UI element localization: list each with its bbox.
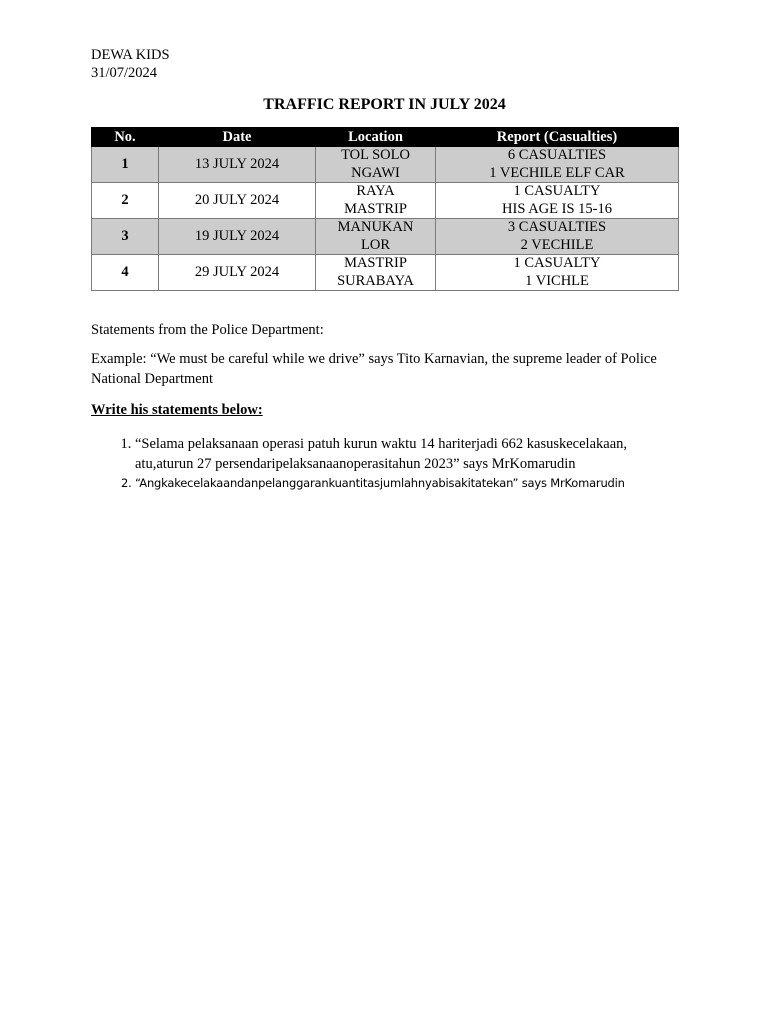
document-date: 31/07/2024	[91, 65, 158, 81]
report-line: 3 CASUALTIES	[507, 219, 607, 235]
row-location	[316, 255, 436, 291]
row-number: 4	[92, 255, 159, 291]
row-report	[436, 183, 679, 219]
report-line: 1 VECHILE ELF CAR	[489, 164, 625, 181]
location-line: SURABAYA	[337, 272, 414, 289]
document-page	[91, 46, 678, 492]
report-line: 1 CASUALTY	[513, 183, 601, 199]
author-name: DEWA KIDS	[91, 47, 170, 63]
column-header-date: Date	[159, 128, 316, 147]
location-line: NGAWI	[351, 164, 400, 181]
location-line: TOL SOLO	[341, 147, 410, 163]
statements-list	[91, 434, 678, 492]
table-row	[92, 255, 679, 291]
row-location	[316, 183, 436, 219]
example-statement: Example: “We must be careful while we drive” says Tito Karnavian, the supreme leader of Police National Department	[91, 351, 657, 387]
table-row	[92, 183, 679, 219]
list-item: 2. “Angkakecelakaandanpelanggarankuantitasjumlahnyabisakitatekan” says MrKomarudin	[135, 474, 678, 492]
report-line: HIS AGE IS 15-16	[502, 200, 612, 217]
table-row	[92, 147, 679, 183]
location-line: RAYA	[356, 183, 395, 199]
row-report	[436, 255, 679, 291]
row-date: 20 JULY 2024	[159, 183, 316, 219]
row-date: 13 JULY 2024	[159, 147, 316, 183]
traffic-report-table	[91, 127, 679, 291]
location-line: LOR	[361, 236, 390, 253]
table-row	[92, 219, 679, 255]
report-line: 1 CASUALTY	[513, 255, 601, 271]
report-title: TRAFFIC REPORT IN JULY 2024	[263, 96, 506, 113]
column-header-report: Report (Casualties)	[436, 128, 679, 147]
report-line: 1 VICHLE	[525, 272, 589, 289]
table-header-row	[92, 128, 679, 147]
column-header-location: Location	[316, 128, 436, 147]
row-location	[316, 147, 436, 183]
report-line: 2 VECHILE	[520, 236, 594, 253]
row-report	[436, 219, 679, 255]
row-number: 1	[92, 147, 159, 183]
list-item: 1. “Selama pelaksanaan operasi patuh kurun waktu 14 hariterjadi 662 kasuskecelakaan, atu,aturun 27 persendaripelaksanaanoperasitahun 2023” says MrKomarudin	[135, 434, 678, 474]
location-line: MASTRIP	[344, 255, 407, 271]
statements-intro: Statements from the Police Department:	[91, 322, 324, 338]
report-line: 6 CASUALTIES	[507, 147, 607, 163]
instruction-heading: Write his statements below:	[91, 402, 263, 418]
row-date: 19 JULY 2024	[159, 219, 316, 255]
row-location	[316, 219, 436, 255]
column-header-no: No.	[92, 128, 159, 147]
row-date: 29 JULY 2024	[159, 255, 316, 291]
row-number: 2	[92, 183, 159, 219]
row-report	[436, 147, 679, 183]
location-line: MASTRIP	[344, 200, 407, 217]
row-number: 3	[92, 219, 159, 255]
location-line: MANUKAN	[337, 219, 414, 235]
